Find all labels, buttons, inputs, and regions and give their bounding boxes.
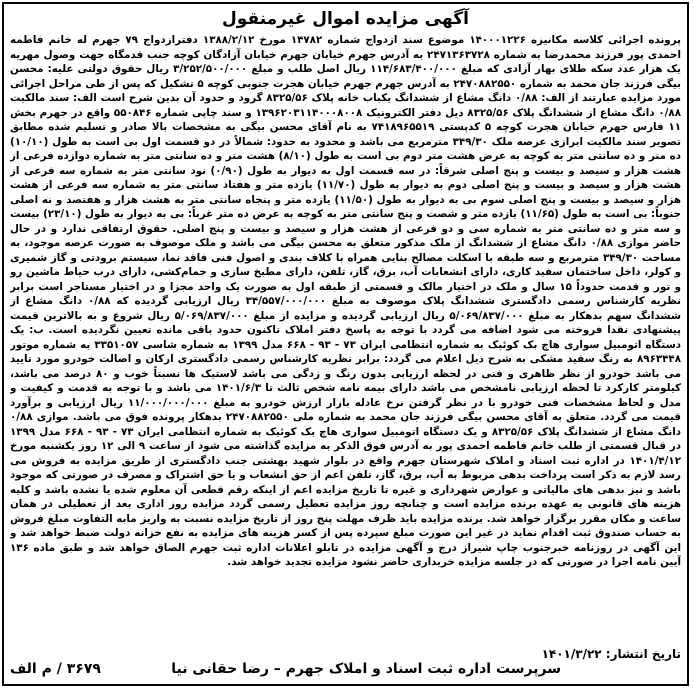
notice-code: ۳۶۷۹ / م الف bbox=[10, 661, 101, 677]
notice-footer bbox=[10, 647, 681, 681]
auction-notice bbox=[2, 2, 689, 686]
notice-title: آگهی مزایده اموال غیرمنقول bbox=[222, 9, 469, 29]
notice-body: پرونده اجرائی کلاسه مکانیزه ۱۴۰۰۰۱۲۲۶ موضوع سند ازدواج شماره ۱۴۷۸۲ مورخ ۱۳۸۸/۲/۱۲ دفترازدواج ۷۹ جهرم له خانم فاطمه احمدی پور فرزند محمدرضا به شماره ۲۴۷۱۳۶۳۷۲۸ به آدرس جهرم خیابان جهرم خیابان آزادگان کوچه جنب قدمگاه جهت وصول مهریه یک هزار عدد سکه طلای بهار آزادی که مبلغ ۱۱۴/۶۸۳/۴۰۰/۰۰۰ ریال اصل طلب و مبلغ ۳/۲۵۲/۵۰۰/۰۰۰ ریال حقوق دولتی علیه: محسن بیگی فرزند جان محمد به شماره ۲۴۷۰۸۸۲۵۵۰ به آدرس جهرم جهرم خیابان هجرت جنوبی کوچه ۵ تشکیل که پس از طی مراحل اجرائی مورد مزایده عبارتند از الف: ۰/۸۸ دانگ مشاع از ششدانگ یکباب خانه پلاک ۸۳۲۵/۵۶ گرود و حدود آن بدین شرح است الف: سند مالکیت ۰/۸۸ دانگ مشاع از ششدانگ پلاک ۸۳۲۵/۵۶ ذیل دفتر الکترونیک ۱۳۹۶۲۰۳۱۱۴۰۰۰۸۰۰۸ و سند چاپی شماره ۵۵۰۸۴۶ واقع در جهرم بخش ۱۱ فارس جهرم خیابان هجرت کوچه ۵ کدپستی ۷۴۱۸۹۶۵۵۱۹ به نام آقای محسن بیگی به مشخصات بالا صادر و تسلیم شده مطابق تصویر سند مالکیت ابرازی عرصه ملک ۳۴۹/۳۰ مترمربع می باشد و محدود به حدود: شمالاً در دو قسمت اول بی است به طول (۱۰/۱۰) ده متر و ده سانتی متر به کوچه به عرض هشت متر دوم بی است به طول (۸/۱۰) هشت متر و ده سانتی متر به شماره دوازده فرعی از هشت هزار و سیصد و بیست و پنج اصلی شرقاً: در سه قسمت اول به دیوار به طول (۰/۹۰) نود سانتی متر به شماره سه فرعی از هشت هزار و سیصد و بیست و پنج اصلی دوم به دیوار به طول (۱۱/۷۰) یازده متر و هفتاد سانتی متر به شماره سه فرعی از هشت هزار و سیصد و بیست و پنج اصلی سوم بی به دیوار به طول (۱۱/۵۰) یازده متر و پنجاه سانتی متر به هشت هزار و هفتصد و نه اصلی جنوباً: بی است به طول (۱۱/۶۵) یازده متر و شصت و پنج سانتی متر به کوچه به عرض ده متر غرباً: بی به دیوار به طول (۲۳/۱۰) بیست و سه متر و ده سانتی متر به شماره سی و دو فرعی از هشت هزار و سیصد و بیست و پنج اصلی. حقوق ارتفاقی ندارد و در حال حاضر موازی ۰/۸۸ دانگ مشاع از ششدانگ از ملک مذکور متعلق به محسن بیگی می باشد و ملک موصوف به صورت عرصه موجود، به مساحت ۳۴۹/۳۰ مترمربع و سه طبقه با اسکلت مصالح بنایی همراه با کلاف بندی و اصول فنی فاقد نما، سیستم برودتی و گاز شمیری و کولر، داخل ساختمان سفید کاری، دارای انشعابات آب، برق، گاز، تلفن، دارای مطبخ سازی و حمام‌کشی، دارای درب حیاط ماشین رو و تور و قدمت حدوداً ۱۵ سال و ملک در اختیار مالک و قسمتی از طبقه اول به صورت یک واحد مجزا و در اختیار مستاجر است برابر نظریه کارشناس رسمی دادگستری ششدانگ پلاک موصوف به مبلغ ۳۴/۵۵۷/۰۰۰/۰۰۰ ریال ارزیابی گردیده که ۰/۸۸ دانگ مشاع از ششدانگ سهم بدهکار به مبلغ ۵/۰۶۹/۸۳۷/۰۰۰ ریال ارزیابی گردیده و مزایده از مبلغ ۵/۰۶۹/۸۳۷/۰۰۰ ریال شروع و به بالاترین قیمت پیشنهادی نقدا فروخته می شود اضافه می گردد با توجه به پاسخ دفتر املاک تاکنون حدود باقی مانده تعیین نگردیده است. ب: یک دستگاه اتومبیل سواری هاچ بک کوئیک به شماره انتظامی ایران ۷۳ - ۹۳ - ۶۶۸ مدل ۱۳۹۹ به شماره شاسی ۳۳۵۱۰۵۷ به شماره موتور ۸۹۶۳۴۴۸ به رنگ سفید مشکی به شرح ذیل اعلام می گردد: برابر نظریه کارشناس رسمی دادگستری ارکان و اصالت خودرو مورد تایید می باشد خودرو از نظر ظاهری و فنی در لحظه ارزیابی بدون رنگ و زدگی می باشد لاستیک ها نسبتاً خوب و ۸۰ درصد می باشد، کیلومتر کارکرد تا لحظه ارزیابی نامشخص می باشد دارای بیمه نامه شخص ثالث تا ۱۴۰۱/۶/۳ می باشد و با توجه به قدمت و کیفیت و مدل و لحاظ مشخصات فنی خودرو با در نظر گرفتن نرخ عادله بازار ارزش خودرو به مبلغ ۱۱/۰۰۰/۰۰۰/۰۰۰ ریال ارزیابی و برآورد قیمت می گردد. متعلق به آقای محسن بیگی فرزند جان محمد به شماره ملی ۲۴۷۰۸۸۲۵۵۰ بدهکار پرونده فوق می باشد. موازی ۰/۸۸ دانگ مشاع از ششدانگ پلاک ۸۳۲۵/۵۶ و یک دستگاه اتومبیل سواری هاچ بک کوئیک به شماره انتظامی ایران ۷۳ - ۹۳ - ۶۶۸ مدل ۱۳۹۹ در قبال قسمتی از طلب خانم فاطمه احمدی پور به آدرس فوق الذکر به مزایده گذاشته می شود از ساعت ۹ الی ۱۲ روز یکشنبه مورخ ۱۴۰۱/۴/۱۲ در اداره ثبت اسناد و املاک شهرستان جهرم واقع در بلوار شهید بهشتی جنب دادگستری از طریق مزایده به فروش می رسد لازم به ذکر است پرداخت بدهی مربوط به آب، برق، گاز، تلفن اعم از حق انشعاب و یا حق اشتراک و مصرف در صورتی که موجود باشد و نیز بدهی های مالیاتی و عوارض شهرداری و غیره تا تاریخ مزایده اعم از اینکه رقم قطعی آن معلوم شده یا نشده باشد و کلیه هزینه های قانونی به عهده برنده مزایده است و چنانچه روز مزایده تعطیل رسمی گردد مزایده روز اداری بعد از تعطیلی در همان ساعت و مکان مقرر برگزار خواهد شد. برنده مزایده باید ظرف مهلت پنج روز از تاریخ مزایده نسبت به واریز مابه التفاوت مبلغ فروش به حساب صندوق ثبت اقدام نماید در غیر این صورت مبلغ سپرده پس از کسر هزینه های مزایده به نفع خزانه دولت ضبط خواهد شد و این آگهی در روزنامه خبرجنوب چاپ شیراز درج و آگهی مزایده در تابلو اعلانات اداره ثبت جهرم الصاق خواهد شد و طبق ماده ۱۳۶ آیین نامه اجرا در صورتی که در جلسه مزایده خریداری حاضر نشود مزایده تجدید خواهد شد. bbox=[10, 34, 681, 568]
publication-date: تاریخ انتشار: ۱۴۰۱/۳/۲۲ bbox=[541, 647, 681, 661]
signer-line: سرپرست اداره ثبت اسناد و املاک جهرم – رضا حقانی نیا bbox=[171, 661, 561, 677]
